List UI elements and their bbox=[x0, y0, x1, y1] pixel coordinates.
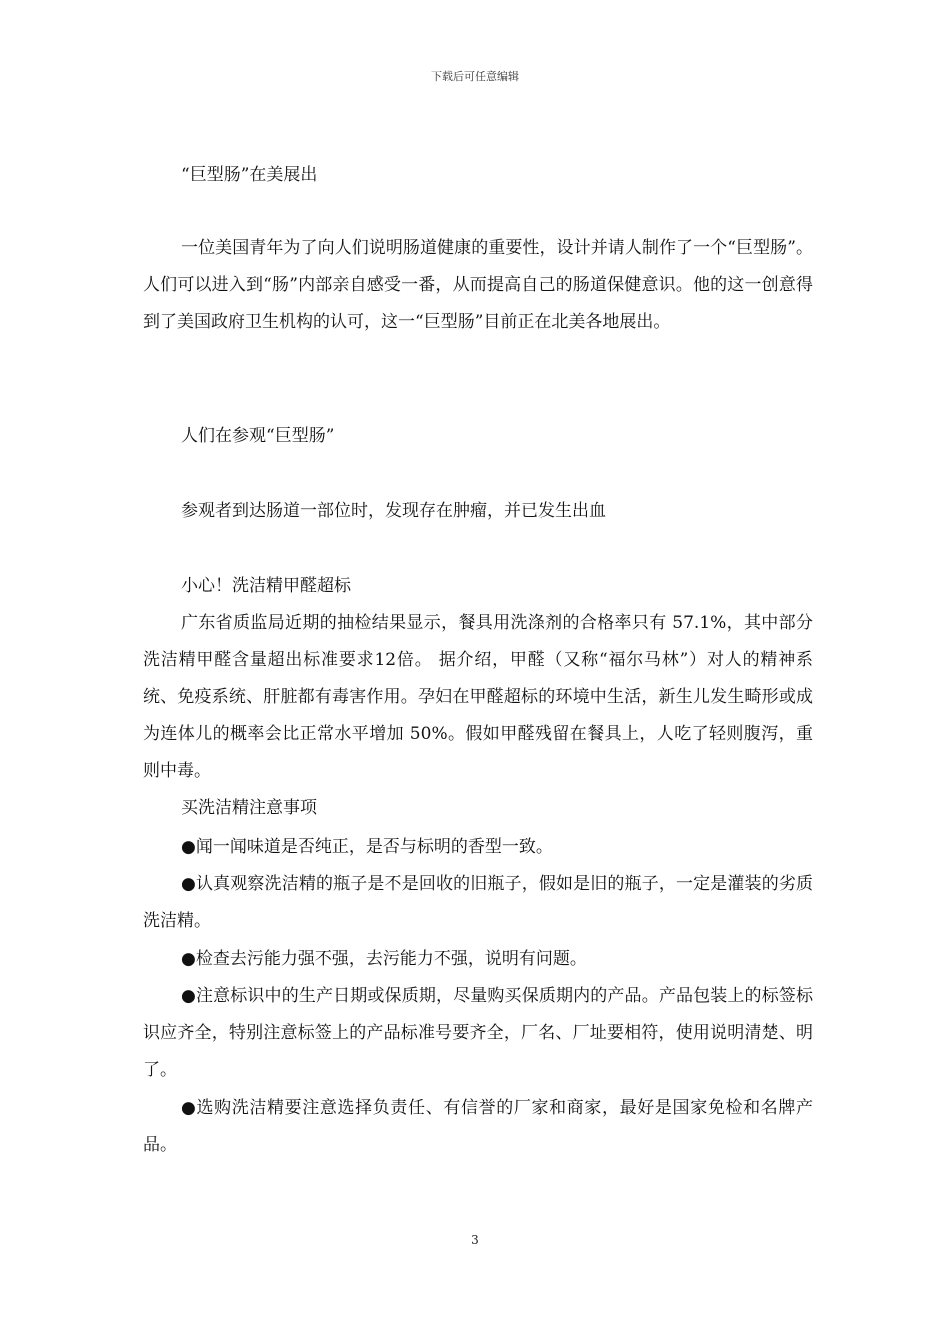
article-paragraph-giant-intestine: 一位美国青年为了向人们说明肠道健康的重要性，设计并请人制作了一个“巨型肠”。人们可以进入到“肠”内部亲自感受一番，从而提高自己的肠道保健意识。他的这一创意得到了美国政府卫生机构的认可，这一“巨型肠”目前正在北美各地展出。 bbox=[143, 238, 813, 332]
tip-item-cleaning-power: ●检查去污能力强不强，去污能力不强，说明有问题。 bbox=[181, 949, 587, 969]
article-paragraph-detergent: 广东省质监局近期的抽检结果显示，餐具用洗涤剂的合格率只有 57.1%，其中部分洗洁精甲醛含量超出标准要求12倍。 据介绍，甲醛（又称“福尔马林”）对人的精神系统、免疫系统、肝脏都有毒害作用。孕妇在甲醛超标的环境中生活，新生儿发生畸形或成为连体儿的概率会比正常水平增加 50%。假如甲醛残留在餐具上，人吃了轻则腹泻，重则中毒。 bbox=[143, 613, 813, 781]
tip-item-manufacturer: ●选购洗洁精要注意选择负责任、有信誉的厂家和商家，最好是国家免检和名牌产品。 bbox=[143, 1098, 813, 1155]
photo-caption-tumor: 参观者到达肠道一部位时，发现存在肿瘤，并已发生出血 bbox=[181, 501, 606, 521]
page-number: 3 bbox=[471, 1233, 479, 1247]
photo-caption-visitors: 人们在参观“巨型肠” bbox=[181, 426, 335, 446]
article-title-giant-intestine: “巨型肠”在美展出 bbox=[181, 165, 318, 185]
tip-item-labeling: ●注意标识中的生产日期或保质期，尽量购买保质期内的产品。产品包装上的标签标识应齐全，特别注意标签上的产品标准号要齐全，厂名、厂址要相符，使用说明清楚、明了。 bbox=[143, 986, 813, 1080]
article-title-detergent: 小心！洗洁精甲醛超标 bbox=[181, 576, 351, 596]
page-header: 下载后可任意编辑 bbox=[431, 70, 519, 83]
tip-item-bottle: ●认真观察洗洁精的瓶子是不是回收的旧瓶子，假如是旧的瓶子，一定是灌装的劣质洗洁精。 bbox=[143, 874, 813, 931]
section-heading-buying-tips: 买洗洁精注意事项 bbox=[181, 798, 317, 818]
tip-item-smell: ●闻一闻味道是否纯正，是否与标明的香型一致。 bbox=[181, 837, 553, 857]
